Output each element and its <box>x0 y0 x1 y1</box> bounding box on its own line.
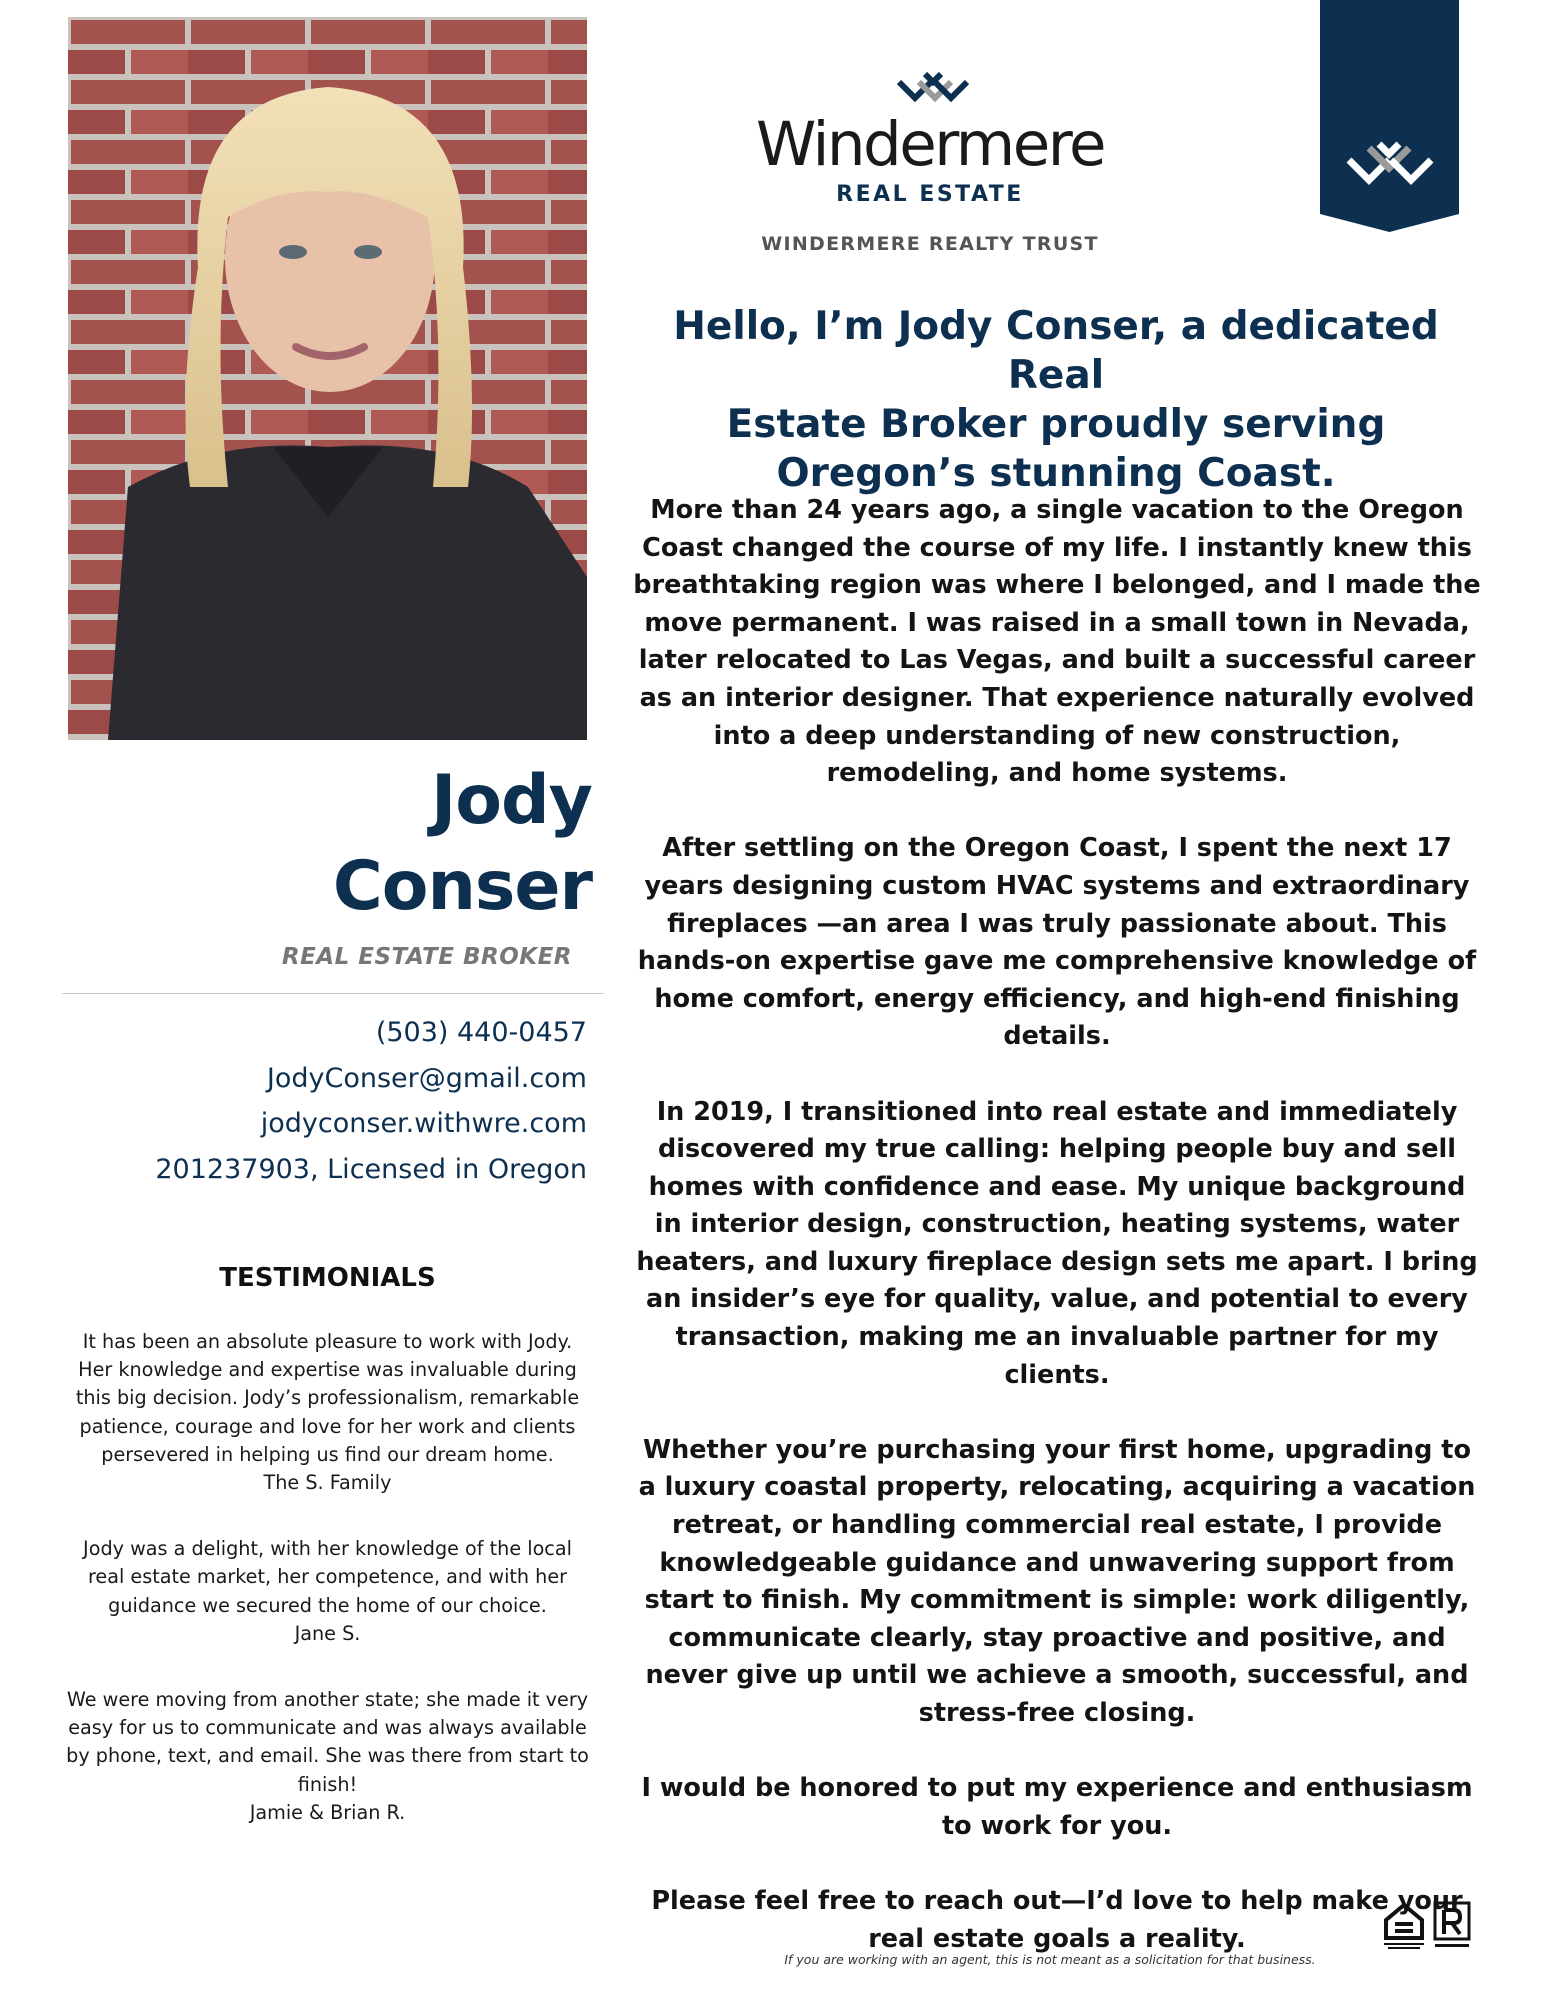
bio-body <box>632 492 1482 1996</box>
bio-paragraph: Please feel free to reach out—I’d love to help make your real estate goals a reality. <box>651 1885 1463 1954</box>
windermere-diamond-icon <box>895 68 971 112</box>
license-number: 201237903, Licensed in Oregon <box>155 1153 587 1185</box>
testimonial-text: It has been an absolute pleasure to work with Jody. Her knowledge and expertise was invaluable during this big decision. Jody’s professionalism, remarkable patience, courage and love for her work and clients persevered in helping us find our dream home. <box>75 1330 580 1466</box>
testimonials-heading: TESTIMONIALS <box>219 1263 436 1293</box>
headline-line: Hello, I’m Jody Conser, a dedicated Real <box>673 304 1439 398</box>
bio-paragraph: After settling on the Oregon Coast, I spent the next 17 years designing custom HVAC systems and extraordinary fireplaces —an area I was truly passionate about. This hands-on expertise gave me comprehensive knowledge of home comfort, energy efficiency, and high-end finishing details. <box>637 833 1477 1052</box>
headline-line: Oregon’s stunning Coast. <box>776 451 1336 496</box>
divider <box>62 993 604 994</box>
brand-wordmark: Windermere <box>755 109 1105 180</box>
testimonial <box>66 1686 589 1827</box>
brand-ribbon <box>1320 0 1459 232</box>
testimonial-author: Jamie & Brian R. <box>249 1800 406 1824</box>
headline <box>636 302 1476 498</box>
testimonial <box>66 1535 589 1648</box>
email-link[interactable]: JodyConser@gmail.com <box>266 1062 587 1094</box>
testimonial <box>66 1328 589 1497</box>
bio-paragraph: Whether you’re purchasing your first home, upgrading to a luxury coastal property, relocating, acquiring a vacation retreat, or handling commercial real estate, I provide knowledgeable guidance and unwavering support from start to finish. My commitment is simple: work diligently, communicate clearly, stay proactive and positive, and never give up until we achieve a smooth, successful, and stress-free closing. <box>638 1434 1476 1728</box>
testimonials-list <box>66 1328 589 1865</box>
agent-last-name: Conser <box>332 847 592 926</box>
brand-subline: REAL ESTATE <box>836 182 1024 207</box>
agent-name <box>60 758 592 930</box>
office-name: WINDERMERE REALTY TRUST <box>761 233 1099 255</box>
contact-block <box>60 1010 587 1192</box>
testimonial-author: Jane S. <box>294 1621 361 1645</box>
testimonial-author: The S. Family <box>263 1471 392 1495</box>
equal-housing-opportunity-icon <box>1382 1900 1426 1950</box>
testimonial-text: We were moving from another state; she made it very easy for us to communicate and was always available by phone, text, and email. She was there from start to finish! <box>66 1688 589 1796</box>
website-link[interactable]: jodyconser.withwre.com <box>260 1108 587 1139</box>
realtor-icon <box>1432 1900 1472 1950</box>
bio-paragraph: In 2019, I transitioned into real estate and immediately discovered my true calling: helping people buy and sell homes with confidence and ease. My unique background in interior design, construction, heating systems, water heaters, and luxury fireplace design sets me apart. I bring an insider’s eye for quality, value, and potential to every transaction, making me an invaluable partner for my clients. <box>636 1096 1478 1390</box>
agent-title: REAL ESTATE BROKER <box>281 944 572 970</box>
testimonial-text: Jody was a delight, with her knowledge of the local real estate market, her competence, and with her guidance we secured the home of our choice. <box>83 1537 572 1617</box>
agent-first-name: Jody <box>430 761 592 840</box>
windermere-logo <box>745 68 1115 255</box>
agent-photo <box>68 17 587 740</box>
bio-paragraph: More than 24 years ago, a single vacation to the Oregon Coast changed the course of my life. I instantly knew this breathtaking region was where I belonged, and I made the move permanent. I was raised in a small town in Nevada, later relocated to Las Vegas, and built a successful career as an interior designer. That experience naturally evolved into a deep understanding of new construction, remodeling, and home systems. <box>633 495 1481 789</box>
phone-number[interactable]: (503) 440-0457 <box>375 1017 587 1048</box>
disclaimer: If you are working with an agent, this is not meant as a solicitation for that business. <box>784 1952 1316 1967</box>
headline-line: Estate Broker proudly serving <box>726 402 1386 447</box>
bio-paragraph: I would be honored to put my experience and enthusiasm to work for you. <box>641 1773 1473 1841</box>
